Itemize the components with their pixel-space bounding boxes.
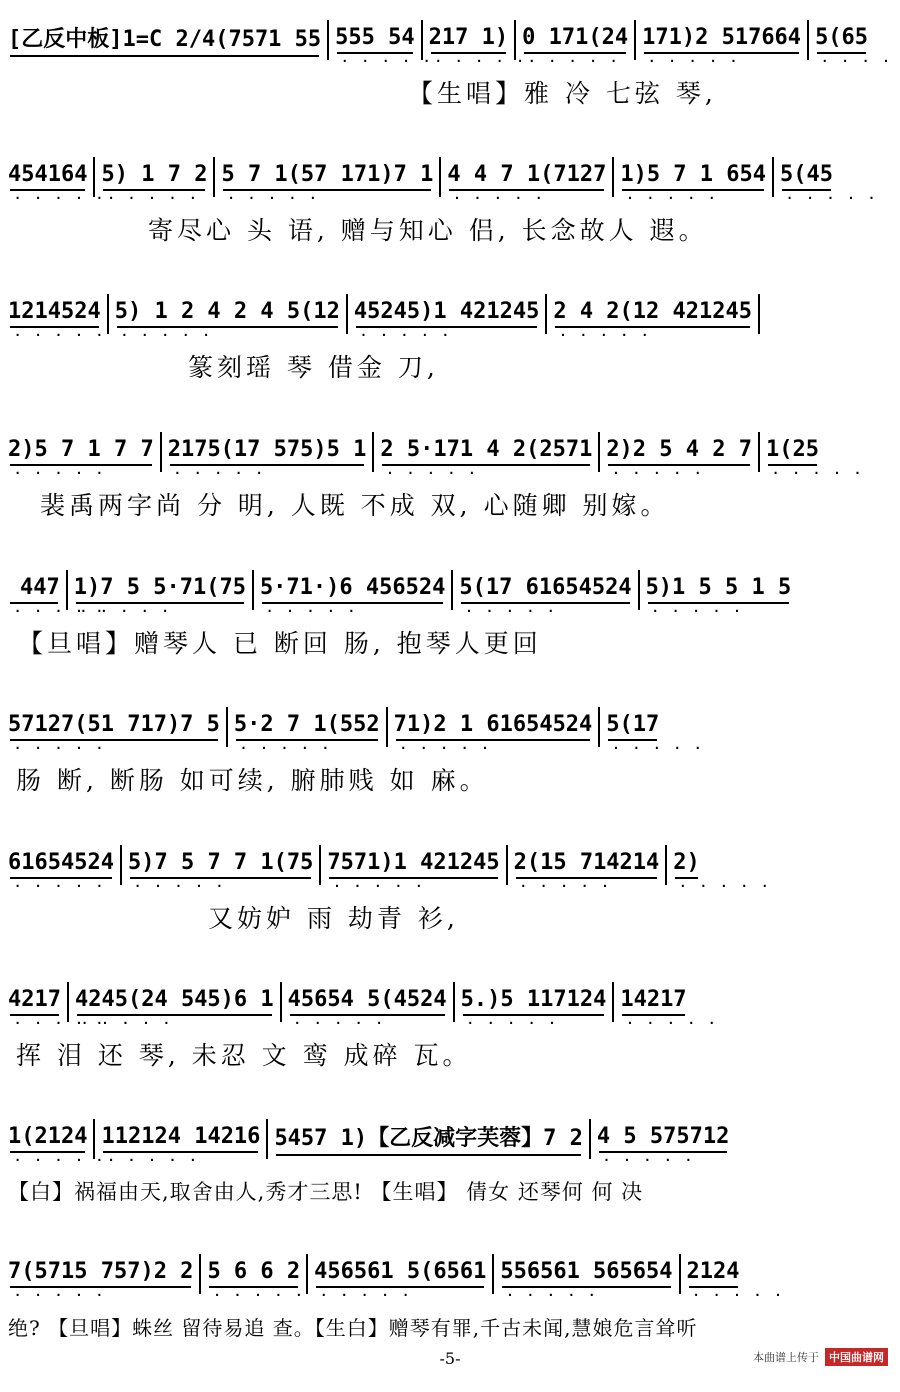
barline (319, 845, 321, 885)
barline (213, 157, 215, 197)
measure: · · · 5) 1 2 4 2 4 5(12 (115, 299, 340, 330)
lyrics-text: 肠 断, 断肠 如可续, 腑肺贱 如 麻。 (16, 766, 489, 795)
lyrics-row (8, 72, 890, 112)
measure: · · · 5(17 61654524 (459, 575, 631, 606)
site-logo[interactable]: 中国曲谱网 (825, 1348, 888, 1366)
barline (589, 1119, 591, 1159)
measure: · · · 5(65 (815, 25, 868, 56)
lyrics-text: 篆刻瑶 琴 借金 刀, (188, 353, 439, 382)
measure: · · · 5·71·)6 456524 (260, 575, 445, 606)
measure: · · · 1(25 (766, 437, 819, 468)
lyrics-text: 寄尽心 头 语, 赠与知心 侣, 长念故人 遐。 (148, 216, 708, 245)
measure: · · · 1214524 (8, 299, 101, 330)
measure: · · · 61654524 (8, 850, 114, 881)
notation-row (8, 705, 890, 749)
barline (280, 982, 282, 1022)
measure: · · · 4245(24 545)6 1 (75, 987, 274, 1018)
measure: · · · 2(15 714214 (514, 850, 660, 881)
notation-row (8, 18, 890, 62)
measure: · · · 556561 565654 (500, 1259, 672, 1290)
barline (327, 20, 329, 60)
measure: · · · 4 5 575712 (597, 1124, 729, 1155)
score-system-7 (0, 843, 900, 983)
measure: · · · 45245)1 421245 (354, 299, 539, 330)
measure: · · · 2)2 5 4 2 7 (606, 437, 752, 468)
measure: · · · 5·2 7 1(552 (234, 712, 380, 743)
barline (612, 157, 614, 197)
measure: · · · 1)7 5 5·71(75 (74, 575, 246, 606)
measure: · · · 217 1) (429, 25, 508, 56)
score-system-8 (0, 980, 900, 1120)
barline (506, 845, 508, 885)
measure: · · · 5(17 (606, 712, 659, 743)
notation-row (8, 292, 890, 336)
measure: · · · 2175(17 575)5 1 (168, 437, 367, 468)
lyrics-text: 【生唱】雅 冷 七弦 琴, (408, 79, 717, 108)
barline (665, 845, 667, 885)
score-system-3 (0, 292, 900, 432)
measure: · · · 2)5 7 1 7 7 (8, 437, 154, 468)
measure: · · · 447 (8, 575, 60, 606)
lyrics-row (8, 1034, 890, 1074)
barline (120, 845, 122, 885)
lyrics-row (8, 484, 890, 524)
measure: · · · 5457 1)【乙反减字芙蓉】7 2 (274, 1121, 582, 1158)
measure: · · · 5) 1 7 2 (101, 162, 207, 193)
barline (160, 432, 162, 472)
barline (453, 982, 455, 1022)
barline (306, 1254, 308, 1294)
barline (807, 20, 809, 60)
barline (199, 1254, 201, 1294)
measure: · · · 2124 (687, 1259, 740, 1290)
measure: · · · 555 54 (335, 25, 414, 56)
lyrics-row (8, 759, 890, 799)
barline (252, 570, 254, 610)
barline (386, 707, 388, 747)
barline (545, 294, 547, 334)
measure: · · · 5 6 6 2 (207, 1259, 300, 1290)
barline (492, 1254, 494, 1294)
score-system-10 (0, 1252, 900, 1392)
lyrics-row (8, 897, 890, 937)
measure: · · · 2) (673, 850, 700, 881)
score-system-4 (0, 430, 900, 570)
measure: · · · 5(45 (780, 162, 833, 193)
barline (758, 432, 760, 472)
lyrics-row (8, 1171, 890, 1211)
measure: · · · 57127(51 717)7 5 (8, 712, 220, 743)
lyrics-text: 裴禹两字尚 分 明, 人既 不成 双, 心随卿 别嫁。 (40, 491, 670, 520)
barline (451, 570, 453, 610)
barline (266, 1119, 268, 1159)
score-system-9 (0, 1117, 900, 1257)
measure: · · · 45654 5(4524 (288, 987, 447, 1018)
upload-credit (753, 1348, 888, 1366)
lyrics-text: 挥 泪 还 琴, 未忍 文 鸾 成碎 瓦。 (16, 1041, 472, 1070)
measure: · · · 2 5·171 4 2(2571 (380, 437, 592, 468)
barline (638, 570, 640, 610)
notation-row (8, 155, 890, 199)
barline (612, 982, 614, 1022)
score-system-2 (0, 155, 900, 295)
measure: · · · 14217 (620, 987, 686, 1018)
barline (372, 432, 374, 472)
measure: · · · 112124 14216 (101, 1124, 260, 1155)
lyrics-row (8, 209, 890, 249)
notation-row (8, 843, 890, 887)
barline (634, 20, 636, 60)
barline (598, 432, 600, 472)
measure: · · · 1(2124 (8, 1124, 87, 1155)
notation-row (8, 430, 890, 474)
lyrics-text: 【旦唱】赠琴人 已 断回 肠, 抱琴人更回 (18, 629, 542, 658)
barline (772, 157, 774, 197)
measure: · · · 5)1 5 5 1 5 (646, 575, 792, 606)
measure: · · · [乙反中板]1=C 2/4(7571 55 (8, 22, 321, 59)
barline (107, 294, 109, 334)
barline (758, 294, 760, 334)
score-system-5 (0, 568, 900, 708)
upload-credit-text: 本曲谱上传于 (753, 1351, 819, 1364)
barline (439, 157, 441, 197)
measure: · · · 4217 (8, 987, 61, 1018)
measure: · · · 5 7 1(57 171)7 1 (221, 162, 433, 193)
measure: · · · 454164 (8, 162, 87, 193)
notation-row (8, 568, 890, 612)
lyrics-text: 绝? 【旦唱】蛛丝 留待易追 查。【生白】赠琴有罪,千古未闻,慧娘危言耸听 (8, 1315, 698, 1340)
lyrics-text: 又妨妒 雨 劫青 衫, (208, 904, 459, 933)
barline (679, 1254, 681, 1294)
measure: · · · 2 4 2(12 421245 (553, 299, 752, 330)
notation-row (8, 1117, 890, 1161)
barline (598, 707, 600, 747)
lyrics-row (8, 1306, 890, 1346)
measure: · · · 1)5 7 1 654 (620, 162, 766, 193)
notation-row (8, 980, 890, 1024)
measure: · · · 456561 5(6561 (314, 1259, 486, 1290)
lyrics-text: 【白】祸福由天,取舍由人,秀才三思! 【生唱】 倩女 还琴何 何 决 (8, 1180, 644, 1204)
lyrics-row (8, 622, 890, 662)
measure: · · · 5.)5 117124 (461, 987, 607, 1018)
measure: · · · 71)2 1 61654524 (394, 712, 593, 743)
measure: · · · 7571)1 421245 (327, 850, 499, 881)
measure: · · · 7(5715 757)2 2 (8, 1259, 193, 1290)
score-system-6 (0, 705, 900, 845)
measure: · · · 5)7 5 7 7 1(75 (128, 850, 313, 881)
notation-row (8, 1252, 890, 1296)
measure: · · · 171)2 517664 (642, 25, 801, 56)
lyrics-row (8, 346, 890, 386)
barline (226, 707, 228, 747)
score-system-1 (0, 18, 900, 158)
barline (346, 294, 348, 334)
measure: · · · 0 171(24 (522, 25, 628, 56)
measure: · · · 4 4 7 1(7127 (447, 162, 606, 193)
page-number: -5- (439, 1349, 461, 1368)
